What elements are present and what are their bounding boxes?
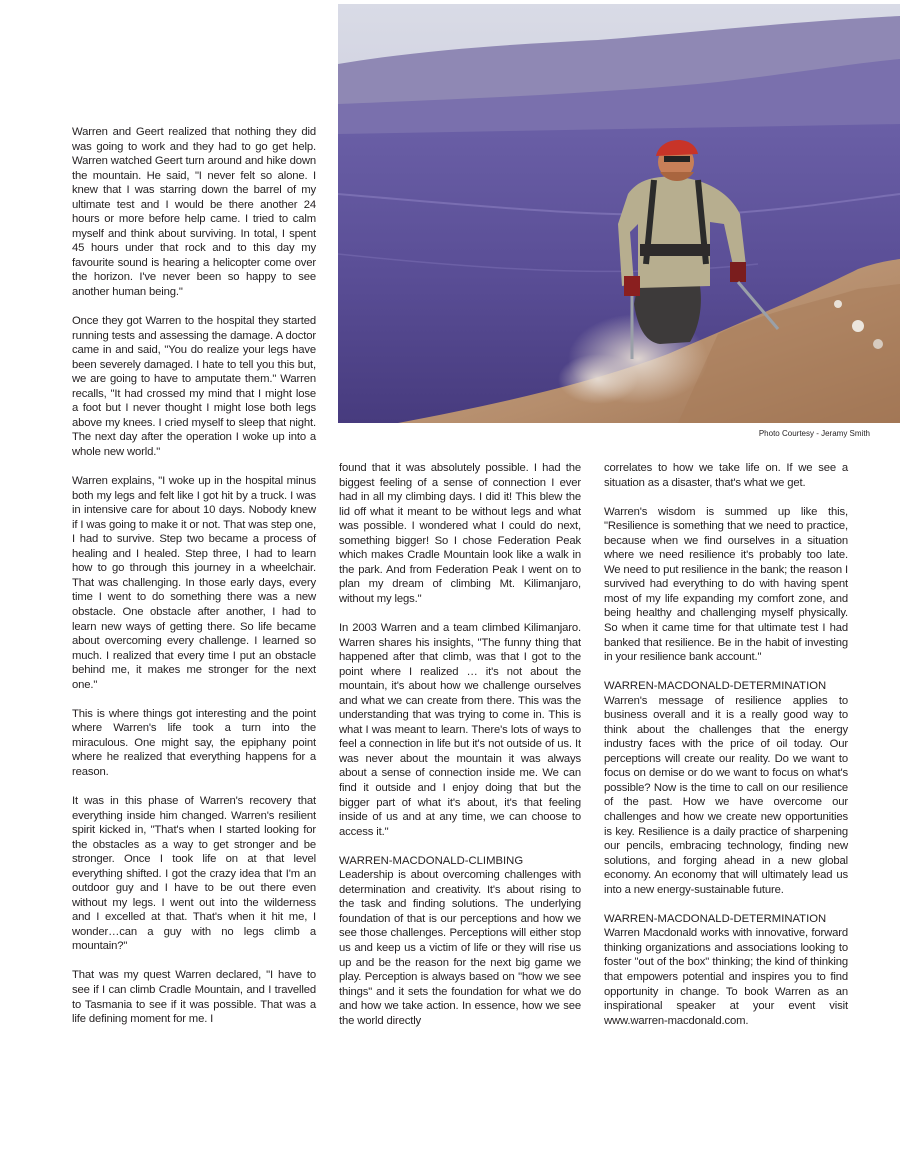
article-column-1 — [72, 125, 316, 1041]
paragraph: This is where things got interesting and the point where Warren's life took a turn into the miraculous. One might say, the epiphany point where he realized that everything happens for a reason. — [72, 707, 316, 778]
climber-photo — [338, 4, 900, 423]
paragraph: Once they got Warren to the hospital they started running tests and assessing the damage. A doctor came in and said, "You do realize your legs have been severely damaged. I hate to tell you this but, we are going to have to amputate them." Warren recalls, "It had crossed my mind that I might lose a foot but I never thought I might lose both legs above my knees. I cried myself to sleep that night. The next day after the operation I woke up into a whole new world." — [72, 315, 316, 458]
paragraph: Warren explains, "I woke up in the hospital minus both my legs and felt like I got hit by a truck. I was in intensive care for about 10 days. Nobody knew if I was going to make it or not. That was step one, I had to survive. Step two became a process of healing and I healed. Step three, I had to learn how to go through this journey in a wheelchair. That was challenging. In those early days, every time I went to do something there was a new obstacle. One obstacle after another, I had to learn new ways of getting there. So life became about overcoming every challenge. I learned so much. I realized that every time I put an obstacle behind me, it makes me stronger for the next one." — [72, 475, 316, 691]
paragraph: Leadership is about overcoming challenges with determination and creativity. It's about rising to the task and finding solutions. The underlying foundation of that is our perceptions and how we see those challenges. Perceptions will either stop us and keep us a victim of life or they will rise us up and be the reason for the next big game we play. Perception is always based on "how we see things" and it sets the foundation for what we do and how we take action. In essence, how we see the world directly — [339, 869, 581, 1027]
paragraph: Warren's wisdom is summed up like this, "Resilience is something that we need to practice, because when we find ourselves in a situation where we need resilience it's probably too late. We need to put resilience in the bank; the reason I survived had everything to do with having spent most of my life expanding my comfort zone, and being healthy and challenging myself physically. So when it came time for that ultimate test I had banked that resilience. Be in the habit of investing in your resilience bank account." — [604, 505, 848, 664]
section-heading: WARREN-MACDONALD-DETERMINATION — [604, 680, 827, 693]
paragraph: It was in this phase of Warren's recovery that everything inside him changed. Warren's resilient spirit kicked in, "That's when I started looking for the obstacles as a way to get stronger and be stronger. Once I took life on at that level everything shifted. I got the crazy idea that I'm an outdoor guy and I have to be out there even without my legs. I went out into the wilderness and I excelled at that. That's when it hit me, I wonder…can a guy with no legs climb a mountain?" — [72, 794, 316, 953]
paragraph: Warren Macdonald works with innovative, forward thinking organizations and associations looking to foster "out of the box" thinking; the kind of thinking that empowers potential and inspires you to find opportunity in change. To book Warren as an inspirational speaker at your event visit www.warren-macdonald.com. — [604, 927, 848, 1027]
paragraph: Warren's message of resilience applies to business overall and it is a really good way to think about the challenges that the energy industry faces with the price of oil today. Our perceptions will create our reality. Do we want to focus on demise or do we want to focus on what's possible? Now is the time to call on our resilience of the past. How we have overcome our challenges and how we create new opportunities is key. Resilience is a daily practice of sharpening our pencils, embracing technology, finding new solutions, and forging ahead in a new global economy. An economy that will ultimately lead us into a new energy-sustainable future. — [604, 694, 848, 896]
section-heading: WARREN-MACDONALD-DETERMINATION — [604, 912, 827, 925]
paragraph: In 2003 Warren and a team climbed Kilimanjaro. Warren shares his insights, "The funny thing that happened after that climb, was that I got to the point where I realized … it's not about the mountain, it's about how we challenge ourselves and what we can create from there. This was the understanding that was trying to come in. This is what I was meant to learn. There's lots of ways to feel a connection in life but it's not outside of us. It was never about the mountain it was always about a sense of connection inside me. We can find it outside and I enjoy doing that but the bigger part of what it's about, it's that feeling inside of us and at any time, we can choose to access it." — [339, 621, 581, 838]
photo-credit: Photo Courtesy - Jeramy Smith — [758, 429, 870, 438]
paragraph: That was my quest Warren declared, "I have to see if I can climb Cradle Mountain, and I travelled to Tasmania to see if it was possible. That was a life defining moment for me. I — [72, 969, 316, 1026]
paragraph: found that it was absolutely possible. I had the biggest feeling of a sense of connection I ever had in all my climbing days. I did it! This blew the lid off what it meant to be without legs and what was possible. I wondered what I could do next, something bigger! So I chose Federation Peak which makes Cradle Mountain look like a walk in the park. And from Federation Peak I went on to plan my dream of climbing Mt. Kilimanjaro, without my legs." — [339, 462, 581, 605]
section-heading: WARREN-MACDONALD-CLIMBING — [339, 854, 524, 867]
article-column-2 — [339, 461, 581, 1028]
paragraph: Warren and Geert realized that nothing they did was going to work and they had to go get help. Warren watched Geert turn around and hike down the mountain. He said, "I never felt so alone. I knew that I was starring down the barrel of my ultimate test and I would be there another 24 hours or more before help came. I tried to calm myself and think about surviving. In total, I spent 45 hours under that rock and to this day my favourite sound is hearing a helicopter come over the horizon. I've never been so happy to see another human being." — [72, 126, 316, 299]
paragraph: correlates to how we take life on. If we see a situation as a disaster, that's what we get. — [604, 462, 848, 489]
mountain-scene — [338, 4, 900, 423]
article-column-3 — [604, 461, 848, 1028]
